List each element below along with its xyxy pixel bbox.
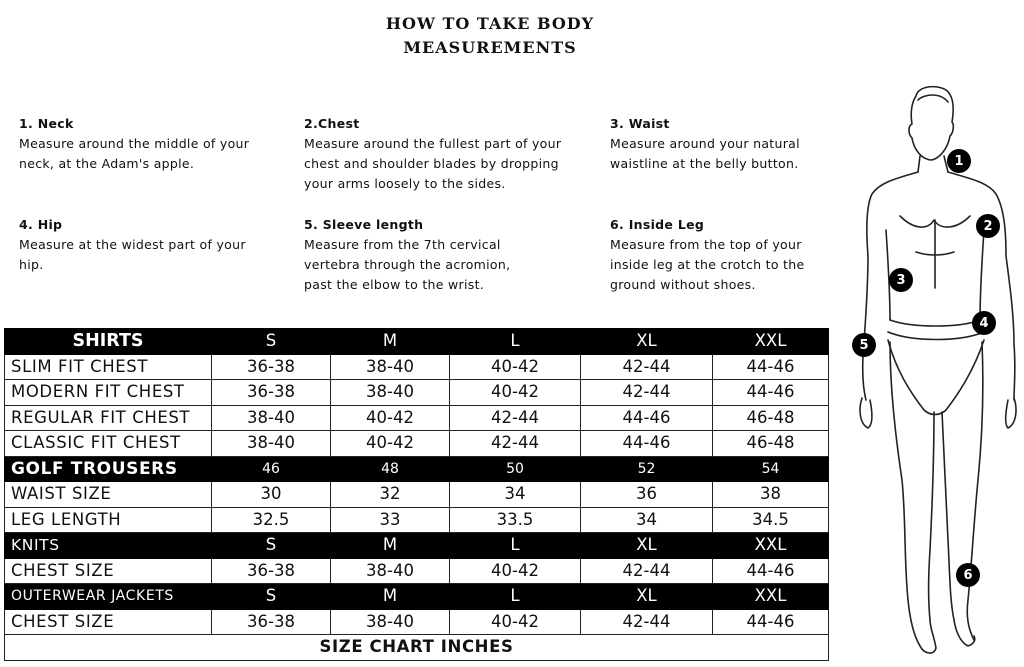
step-line: your arms loosely to the sides. — [304, 176, 506, 191]
step-heading: 5. Sleeve length — [304, 217, 424, 232]
table-cell: 34 — [581, 507, 713, 533]
table-cell: 44-46 — [713, 354, 829, 380]
table-row — [5, 507, 829, 533]
table-cell: 38 — [713, 482, 829, 508]
table-cell: 36-38 — [212, 558, 331, 584]
step-line: hip. — [19, 257, 44, 272]
page-title — [0, 12, 980, 60]
size-header: XL — [581, 329, 713, 355]
size-header: 46 — [212, 456, 331, 482]
table-row — [5, 431, 829, 457]
table-cell: 30 — [212, 482, 331, 508]
size-header: M — [331, 533, 450, 559]
table-cell: 36-38 — [212, 609, 331, 635]
size-header: M — [331, 329, 450, 355]
table-row — [5, 354, 829, 380]
row-label: SLIM FIT CHEST — [5, 354, 212, 380]
step-line: ground without shoes. — [610, 277, 756, 292]
size-header: 54 — [713, 456, 829, 482]
table-cell: 33.5 — [450, 507, 581, 533]
table-cell: 42-44 — [581, 354, 713, 380]
size-header: M — [331, 584, 450, 610]
table-row — [5, 380, 829, 406]
size-chart-table — [4, 328, 829, 661]
title-line-2: MEASUREMENTS — [403, 38, 577, 57]
step-heading: 3. Waist — [610, 116, 670, 131]
step-hip — [19, 215, 309, 275]
step-heading: 1. Neck — [19, 116, 74, 131]
section-header-shirts — [5, 329, 829, 355]
step-line: past the elbow to the wrist. — [304, 277, 485, 292]
marker-inside-leg: 6 — [956, 563, 980, 587]
section-label: OUTERWEAR JACKETS — [5, 584, 212, 610]
table-cell: 40-42 — [450, 380, 581, 406]
table-cell: 38-40 — [331, 354, 450, 380]
step-heading: 6. Inside Leg — [610, 217, 705, 232]
section-label: SHIRTS — [5, 329, 212, 355]
size-header: XXL — [713, 533, 829, 559]
table-cell: 44-46 — [713, 609, 829, 635]
size-header: L — [450, 533, 581, 559]
step-line: Measure around the fullest part of your — [304, 136, 562, 151]
table-cell: 36-38 — [212, 380, 331, 406]
step-neck — [19, 114, 309, 174]
table-cell: 40-42 — [450, 558, 581, 584]
row-label: CHEST SIZE — [5, 558, 212, 584]
table-cell: 40-42 — [450, 609, 581, 635]
size-header: 52 — [581, 456, 713, 482]
row-label: WAIST SIZE — [5, 482, 212, 508]
marker-sleeve-length: 5 — [852, 333, 876, 357]
table-cell: 38-40 — [331, 609, 450, 635]
table-cell: 33 — [331, 507, 450, 533]
table-row — [5, 558, 829, 584]
section-header-outerwear-jackets — [5, 584, 829, 610]
size-chart-footer — [5, 635, 829, 661]
row-label: CLASSIC FIT CHEST — [5, 431, 212, 457]
step-heading: 2.Chest — [304, 116, 360, 131]
step-line: chest and shoulder blades by dropping — [304, 156, 559, 171]
step-line: inside leg at the crotch to the — [610, 257, 805, 272]
table-cell: 42-44 — [450, 431, 581, 457]
table-cell: 38-40 — [331, 380, 450, 406]
row-label: LEG LENGTH — [5, 507, 212, 533]
table-row — [5, 482, 829, 508]
table-cell: 42-44 — [581, 609, 713, 635]
section-header-golf-trousers — [5, 456, 829, 482]
step-line: Measure from the top of your — [610, 237, 802, 252]
table-cell: 32 — [331, 482, 450, 508]
table-cell: 44-46 — [581, 431, 713, 457]
size-header: L — [450, 584, 581, 610]
table-cell: 44-46 — [581, 405, 713, 431]
table-cell: 34.5 — [713, 507, 829, 533]
step-line: vertebra through the acromion, — [304, 257, 511, 272]
marker-neck: 1 — [947, 149, 971, 173]
marker-hip: 4 — [972, 311, 996, 335]
body-measurement-figure-icon — [838, 80, 1024, 662]
table-cell: 38-40 — [212, 431, 331, 457]
step-heading: 4. Hip — [19, 217, 63, 232]
size-header: XXL — [713, 584, 829, 610]
table-cell: 40-42 — [331, 431, 450, 457]
table-row — [5, 405, 829, 431]
size-header: XL — [581, 584, 713, 610]
step-line: neck, at the Adam's apple. — [19, 156, 195, 171]
step-chest — [304, 114, 594, 194]
size-chart-caption: SIZE CHART INCHES — [5, 635, 829, 661]
title-line-1: HOW TO TAKE BODY — [385, 14, 595, 33]
table-cell: 42-44 — [581, 558, 713, 584]
table-cell: 38-40 — [212, 405, 331, 431]
section-label: KNITS — [5, 533, 212, 559]
size-header: 48 — [331, 456, 450, 482]
marker-waist: 3 — [889, 268, 913, 292]
size-header: XL — [581, 533, 713, 559]
row-label: MODERN FIT CHEST — [5, 380, 212, 406]
row-label: CHEST SIZE — [5, 609, 212, 635]
marker-chest: 2 — [976, 214, 1000, 238]
size-header: 50 — [450, 456, 581, 482]
step-line: Measure at the widest part of your — [19, 237, 246, 252]
size-header: S — [212, 584, 331, 610]
section-header-knits — [5, 533, 829, 559]
table-cell: 38-40 — [331, 558, 450, 584]
table-cell: 32.5 — [212, 507, 331, 533]
table-cell: 46-48 — [713, 431, 829, 457]
size-header: S — [212, 533, 331, 559]
table-cell: 40-42 — [450, 354, 581, 380]
table-cell: 46-48 — [713, 405, 829, 431]
table-cell: 36 — [581, 482, 713, 508]
step-sleeve-length — [304, 215, 594, 295]
section-label: GOLF TROUSERS — [5, 456, 212, 482]
table-cell: 34 — [450, 482, 581, 508]
step-line: Measure from the 7th cervical — [304, 237, 501, 252]
step-line: Measure around your natural — [610, 136, 800, 151]
size-header: XXL — [713, 329, 829, 355]
table-cell: 44-46 — [713, 558, 829, 584]
step-line: waistline at the belly button. — [610, 156, 799, 171]
table-cell: 40-42 — [331, 405, 450, 431]
table-cell: 42-44 — [450, 405, 581, 431]
table-row — [5, 609, 829, 635]
size-header: L — [450, 329, 581, 355]
table-cell: 44-46 — [713, 380, 829, 406]
row-label: REGULAR FIT CHEST — [5, 405, 212, 431]
table-cell: 42-44 — [581, 380, 713, 406]
table-cell: 36-38 — [212, 354, 331, 380]
step-line: Measure around the middle of your — [19, 136, 250, 151]
size-header: S — [212, 329, 331, 355]
